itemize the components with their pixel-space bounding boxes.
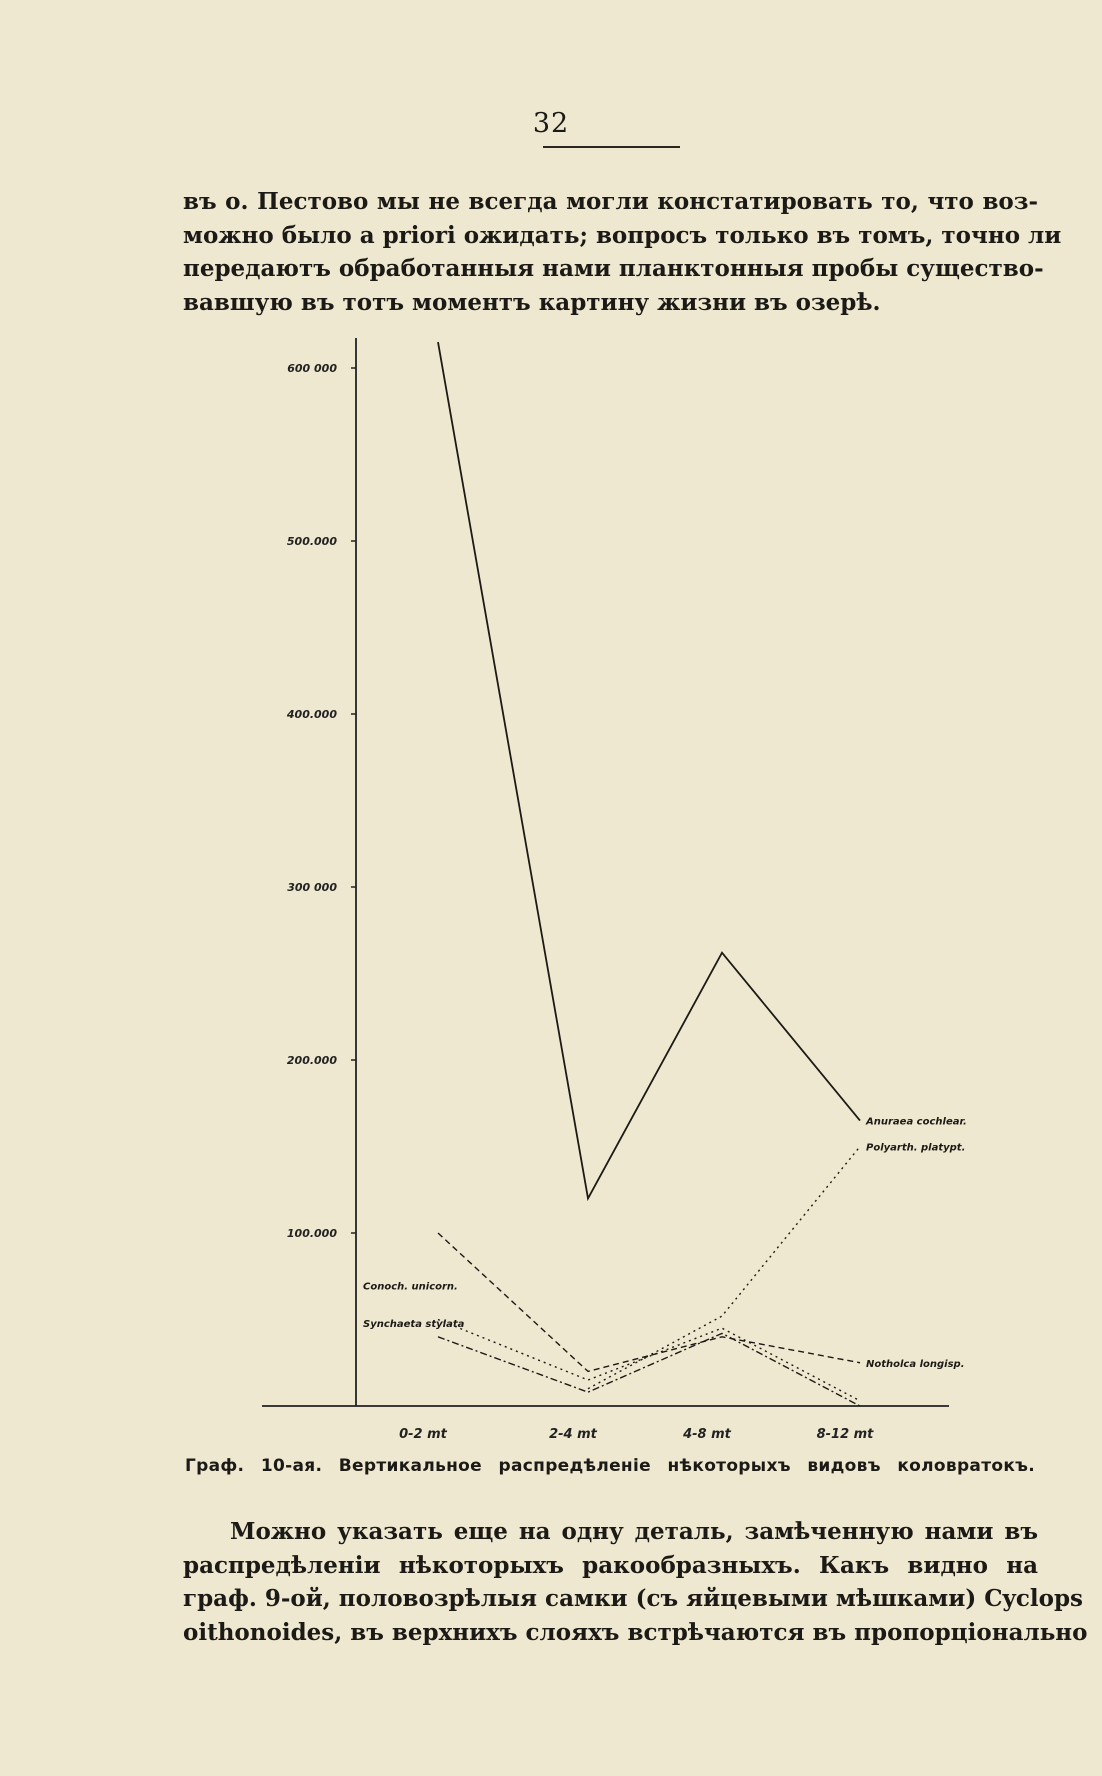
figure-caption: Граф. 10-ая. Вертикальное распредѣленіе нѣкоторыхъ видовъ коловратокъ.	[185, 1456, 1035, 1476]
text-line: Можно указать еще на одну деталь, замѣченную нами въ	[230, 1518, 1038, 1545]
series-label-synchaeta-stylata: Synchaeta stylata	[363, 1318, 465, 1330]
y-tick-label: 500.000	[286, 535, 337, 548]
paragraph-bottom	[183, 1515, 1088, 1649]
text-line: передаютъ обработанныя нами планктонныя пробы существо-	[183, 255, 1044, 282]
x-tick-label: 4-8 mt	[683, 1427, 731, 1442]
x-tick-label: 8-12 mt	[816, 1427, 874, 1442]
y-tick-label: 300 000	[287, 881, 337, 894]
y-tick-label: 100.000	[286, 1227, 337, 1240]
x-tick-group	[399, 1427, 874, 1442]
series-label-polyarth-platypt: Polyarth. platypt.	[866, 1142, 966, 1154]
page-number: 32	[532, 108, 570, 139]
text-line: въ о. Пестово мы не всегда могли констатировать то, что воз-	[183, 188, 1038, 215]
text-line: граф. 9-ой, половозрѣлыя самки (съ яйцевыми мѣшками) Cyclops	[183, 1585, 1084, 1612]
series-line-polyarth-platypt	[588, 1147, 860, 1389]
text-line: можно было a priori ожидать; вопросъ только въ томъ, точно ли	[183, 221, 1062, 249]
x-tick-label: 2-4 mt	[549, 1427, 597, 1442]
series-line-anuraea-cochlear	[438, 342, 860, 1198]
x-tick-label: 0-2 mt	[399, 1427, 447, 1442]
series-line-notholca-longisp	[438, 1233, 860, 1371]
text-line: oithonoides, въ верхнихъ слояхъ встрѣчаются въ пропорціонально	[183, 1618, 1088, 1646]
series-label-conoch-unicorn: Conoch. unicorn.	[363, 1281, 458, 1293]
series-line-conoch-unicorn	[438, 1320, 860, 1401]
series-line-synchaeta-stylata	[438, 1333, 860, 1406]
series-label-notholca-longisp: Notholca longisp.	[866, 1358, 965, 1370]
text-line: вавшую въ тотъ моментъ картину жизни въ озерѣ.	[183, 288, 881, 316]
y-tick-group	[286, 362, 356, 1240]
text-line: распредѣленіи нѣкоторыхъ ракообразныхъ. Какъ видно на	[183, 1551, 1038, 1579]
series-label-group	[363, 1117, 967, 1370]
y-tick-label: 200.000	[286, 1054, 337, 1067]
y-tick-label: 400.000	[286, 708, 337, 721]
y-tick-label: 600 000	[287, 362, 337, 375]
series-group	[438, 342, 860, 1406]
series-label-anuraea-cochlear: Anuraea cochlear.	[866, 1116, 967, 1128]
